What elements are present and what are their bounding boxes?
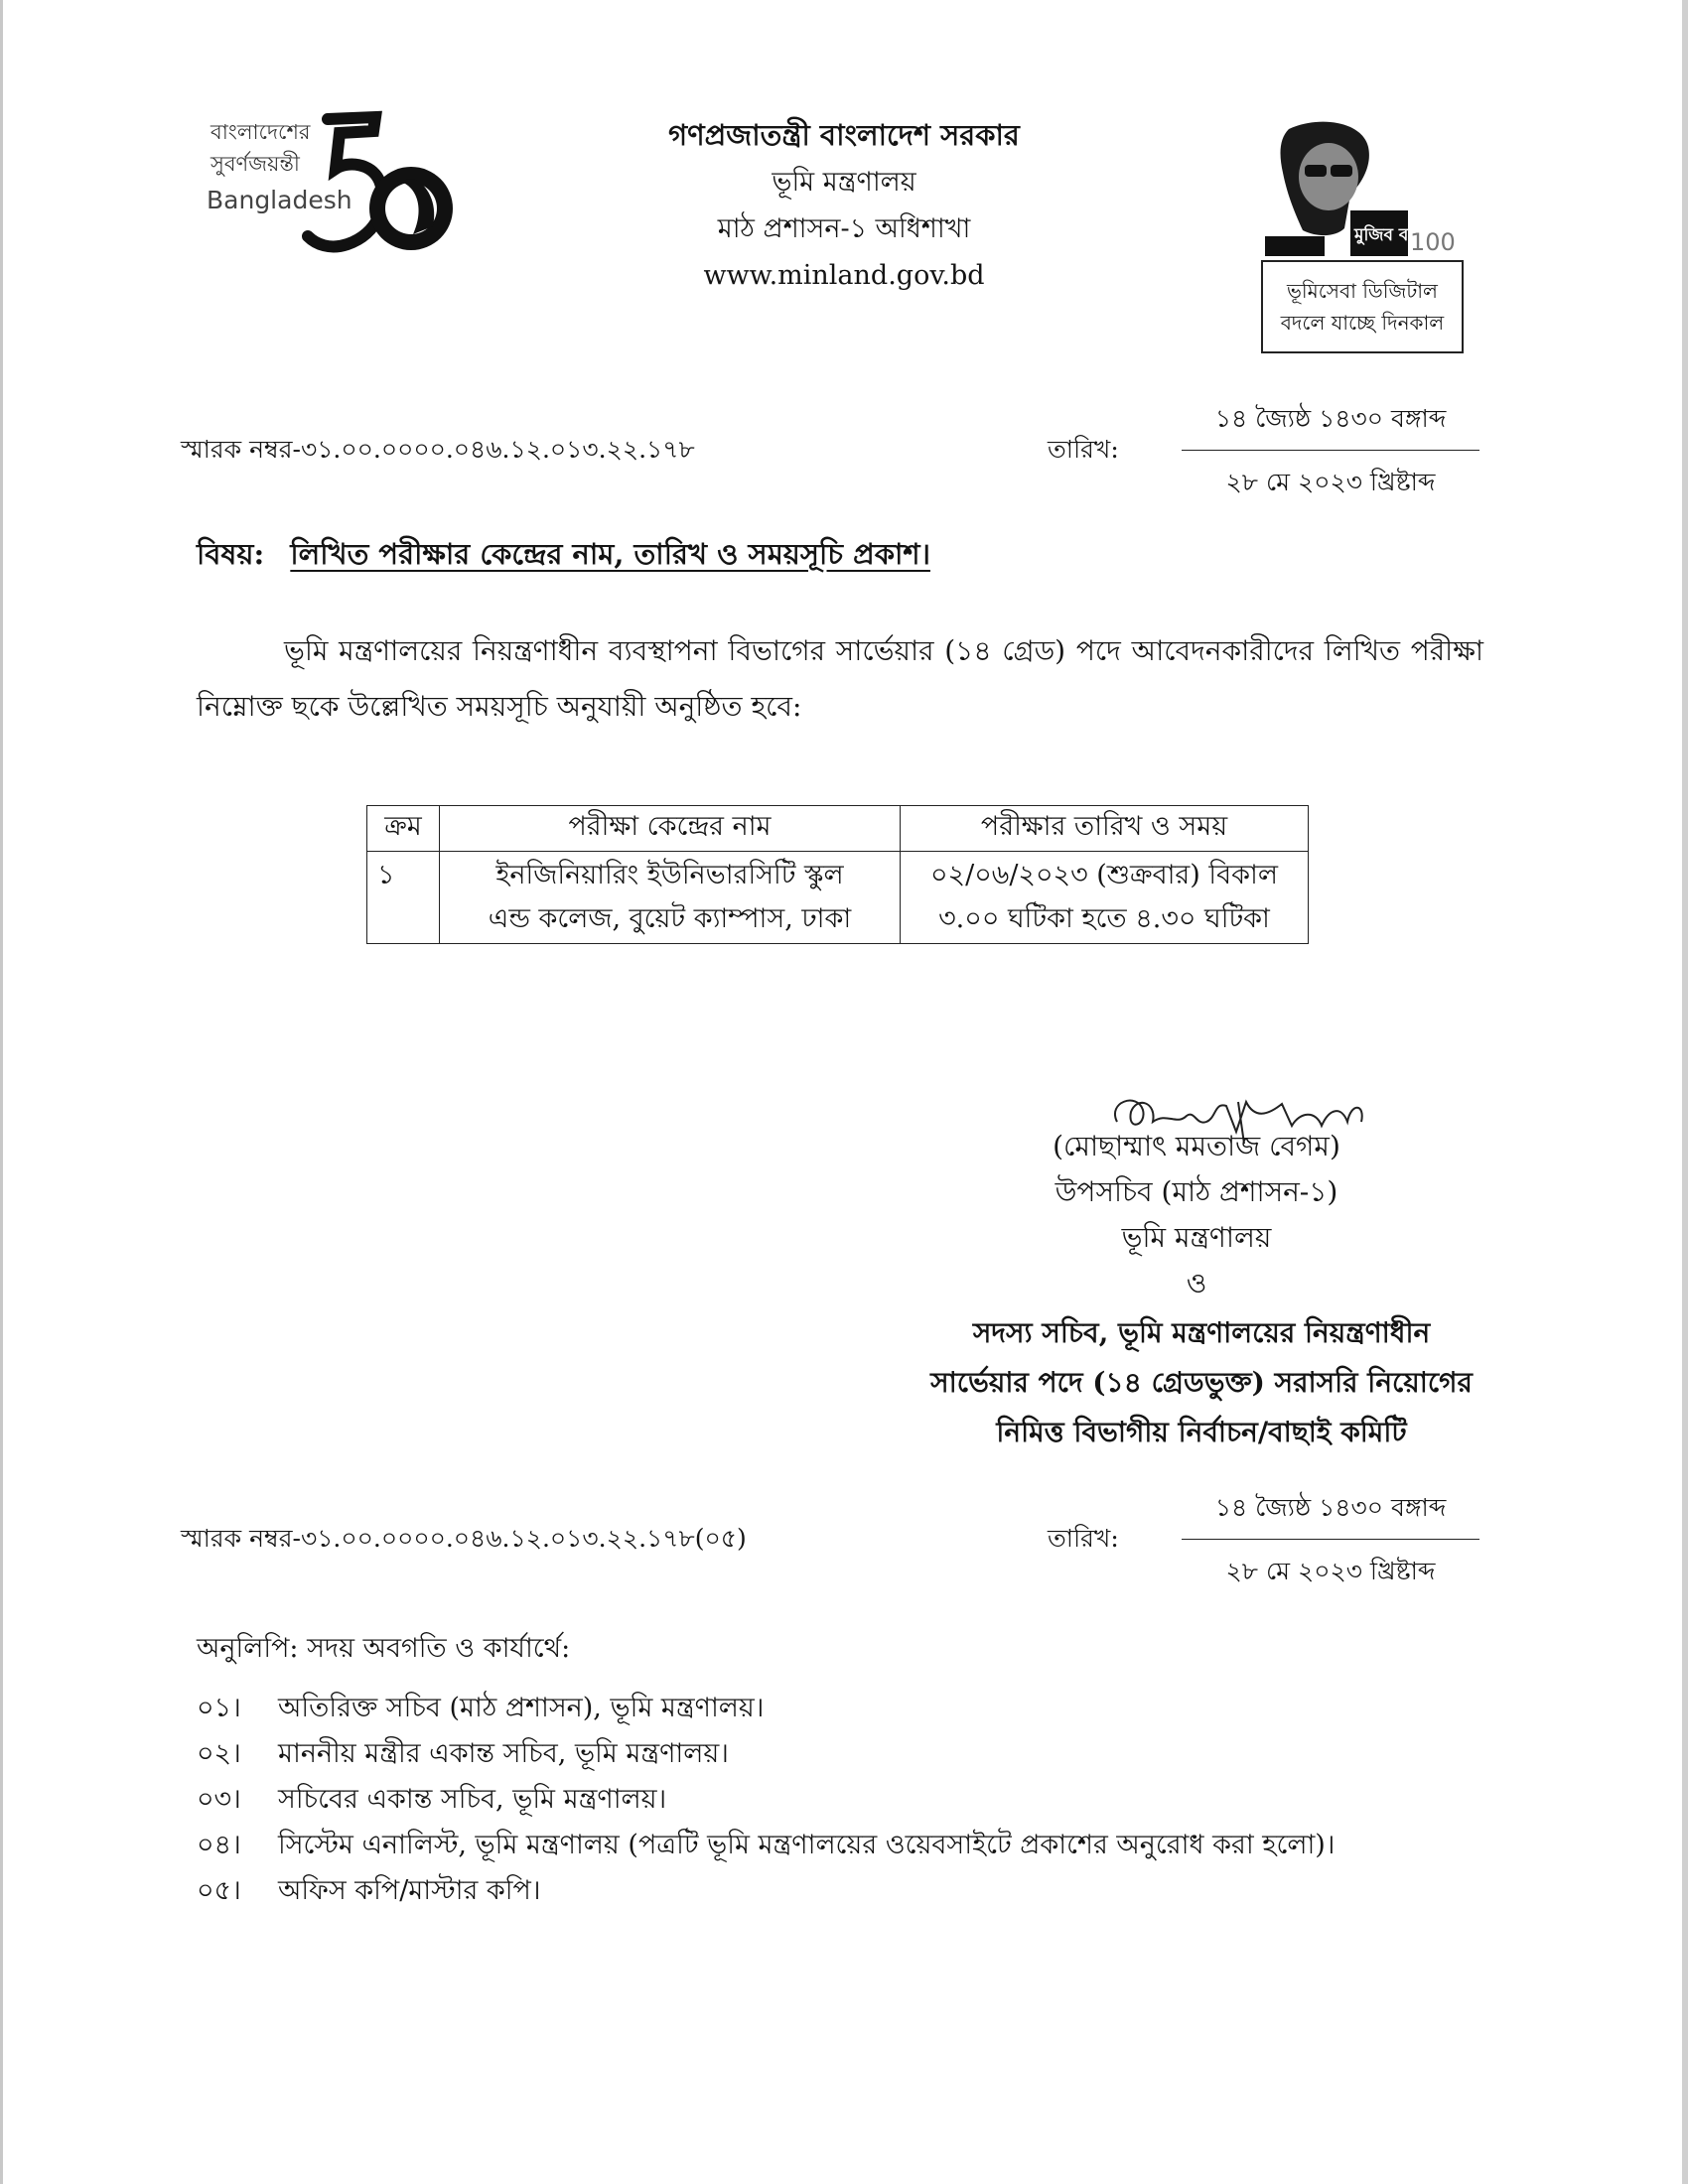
memo-number-1: স্মারক নম্বর-৩১.০০.০০০০.০৪৬.১২.০১৩.২২.১৭৮ (181, 435, 695, 464)
signatory-designation: উপসচিব (মাঠ প্রশাসন-১) (1055, 1175, 1338, 1208)
copies-list (197, 1686, 1335, 1914)
scan-edge-right (1682, 0, 1688, 2184)
copy-number: ০৪। (197, 1830, 241, 1860)
mujib-wordmark: মুজিব বর্ষ (1354, 225, 1418, 245)
body-paragraph: ভূমি মন্ত্রণালয়ের নিয়ন্ত্রণাধীন ব্যবস্থাপনা বিভাগের সার্ভেয়ার (১৪ গ্রেড) পদে আবেদনকারীদের লিখিত পরীক্ষা নিম্নোক্ত ছকে উল্লেখিত সময়সূচি অনুযায়ী অনুষ্ঠিত হবে: (197, 634, 1483, 723)
website: www.minland.gov.bd (703, 260, 985, 291)
date-label-2: তারিখ: (1048, 1524, 1119, 1553)
center-line2: এন্ড কলেজ, বুয়েট ক্যাম্পাস, ঢাকা (488, 903, 852, 934)
committee-line3: নিমিত্ত বিভাগীয় নির্বাচন/বাছাই কমিটি (996, 1416, 1407, 1448)
date-gregorian-2: ২৮ মে ২০২৩ খ্রিষ্টাব্দ (1225, 1557, 1436, 1585)
slogan-line1: ভূমিসেবা ডিজিটাল (1287, 279, 1438, 303)
golden-jubilee-emblem (189, 109, 457, 278)
mujib-portrait-logo (1259, 117, 1458, 256)
slogan-line2: বদলে যাচ্ছে দিনকাল (1280, 311, 1445, 335)
copies-intro: অনুলিপি: সদয় অবগতি ও কার্যার্থে: (197, 1633, 571, 1664)
memo-number-2: স্মারক নম্বর-৩১.০০.০০০০.০৪৬.১২.০১৩.২২.১৭৮(০৫) (181, 1524, 747, 1553)
header-serial: ক্রম (367, 806, 440, 852)
schedule-table (366, 805, 1309, 944)
scan-edge-left (0, 0, 3, 2184)
mujib-number: 100 (1410, 228, 1456, 256)
time-line1: ০২/০৬/২০২৩ (শুক্রবার) বিকাল (930, 860, 1278, 890)
cell-time (901, 852, 1309, 944)
subject-text: লিখিত পরীক্ষার কেন্দ্রের নাম, তারিখ ও সময়সূচি প্রকাশ। (290, 537, 930, 571)
emblem-line2: সুবর্ণজয়ন্তী (211, 152, 300, 176)
subject-label: বিষয়: (197, 537, 265, 571)
copy-text: সচিবের একান্ত সচিব, ভূমি মন্ত্রণালয়। (278, 1784, 667, 1815)
time-line2: ৩.০০ ঘটিকা হতে ৪.৩০ ঘটিকা (938, 903, 1270, 934)
list-item (197, 1686, 1335, 1731)
date-bengali-1: ১৪ জ্যৈষ্ঠ ১৪৩০ বঙ্গাব্দ (1182, 399, 1479, 451)
copy-text: অতিরিক্ত সচিব (মাঠ প্রশাসন), ভূমি মন্ত্রণালয়। (278, 1693, 765, 1723)
letterhead (556, 112, 1132, 299)
emblem-line1: বাংলাদেশের (211, 120, 311, 144)
signatory-and: ও (1186, 1267, 1207, 1299)
list-item (197, 1731, 1335, 1777)
wing-name: মাঠ প্রশাসন-১ অধিশাখা (717, 213, 971, 244)
committee-line2: সার্ভেয়ার পদে (১৪ গ্রেডভুক্ত) সরাসরি নিয়োগের (930, 1366, 1473, 1399)
copy-number: ০২। (197, 1738, 241, 1769)
committee-line1: সদস্য সচিব, ভূমি মন্ত্রণালয়ের নিয়ন্ত্রণাধীন (972, 1316, 1431, 1349)
table-header-row (367, 806, 1309, 852)
copy-text: সিস্টেম এনালিস্ট, ভূমি মন্ত্রণালয় (পত্রটি ভূমি মন্ত্রণালয়ের ওয়েবসাইটে প্রকাশের অনুরোধ করা হলো)। (278, 1830, 1336, 1860)
cell-center (440, 852, 901, 944)
date-bengali-2: ১৪ জ্যৈষ্ঠ ১৪৩০ বঙ্গাব্দ (1182, 1488, 1479, 1540)
date-block-1 (1182, 399, 1479, 505)
date-gregorian-1: ২৮ মে ২০২৩ খ্রিষ্টাব্দ (1225, 468, 1436, 496)
copy-number: ০৫। (197, 1875, 241, 1906)
signatory-block (914, 1124, 1479, 1306)
signatory-ministry: ভূমি মন্ত্রণালয় (1121, 1221, 1272, 1254)
table-row (367, 852, 1309, 944)
copy-text: মাননীয় মন্ত্রীর একান্ত সচিব, ভূমি মন্ত্রণালয়। (278, 1738, 729, 1769)
header-time: পরীক্ষার তারিখ ও সময় (901, 806, 1309, 852)
emblem-line3: Bangladesh (207, 186, 352, 214)
header-center: পরীক্ষা কেন্দ্রের নাম (440, 806, 901, 852)
signatory-name: (মোছাম্মাৎ মমতাজ বেগম) (1053, 1130, 1340, 1162)
list-item (197, 1868, 1335, 1914)
date-block-2 (1182, 1488, 1479, 1594)
ministry-name: ভূমি মন্ত্রণালয় (772, 167, 916, 198)
center-line1: ইনজিনিয়ারিং ইউনিভারসিটি স্কুল (495, 860, 844, 890)
list-item (197, 1823, 1335, 1868)
list-item (197, 1777, 1335, 1823)
slogan-box (1261, 260, 1464, 353)
copy-text: অফিস কপি/মাস্টার কপি। (278, 1875, 541, 1906)
copy-number: ০৩। (197, 1784, 241, 1815)
committee-title (854, 1308, 1549, 1457)
subject-line (197, 532, 930, 581)
government-name: গণপ্রজাতন্ত্রী বাংলাদেশ সরকার (668, 118, 1020, 152)
copy-number: ০১। (197, 1693, 241, 1723)
date-label-1: তারিখ: (1048, 435, 1119, 464)
cell-serial: ১ (367, 852, 440, 944)
